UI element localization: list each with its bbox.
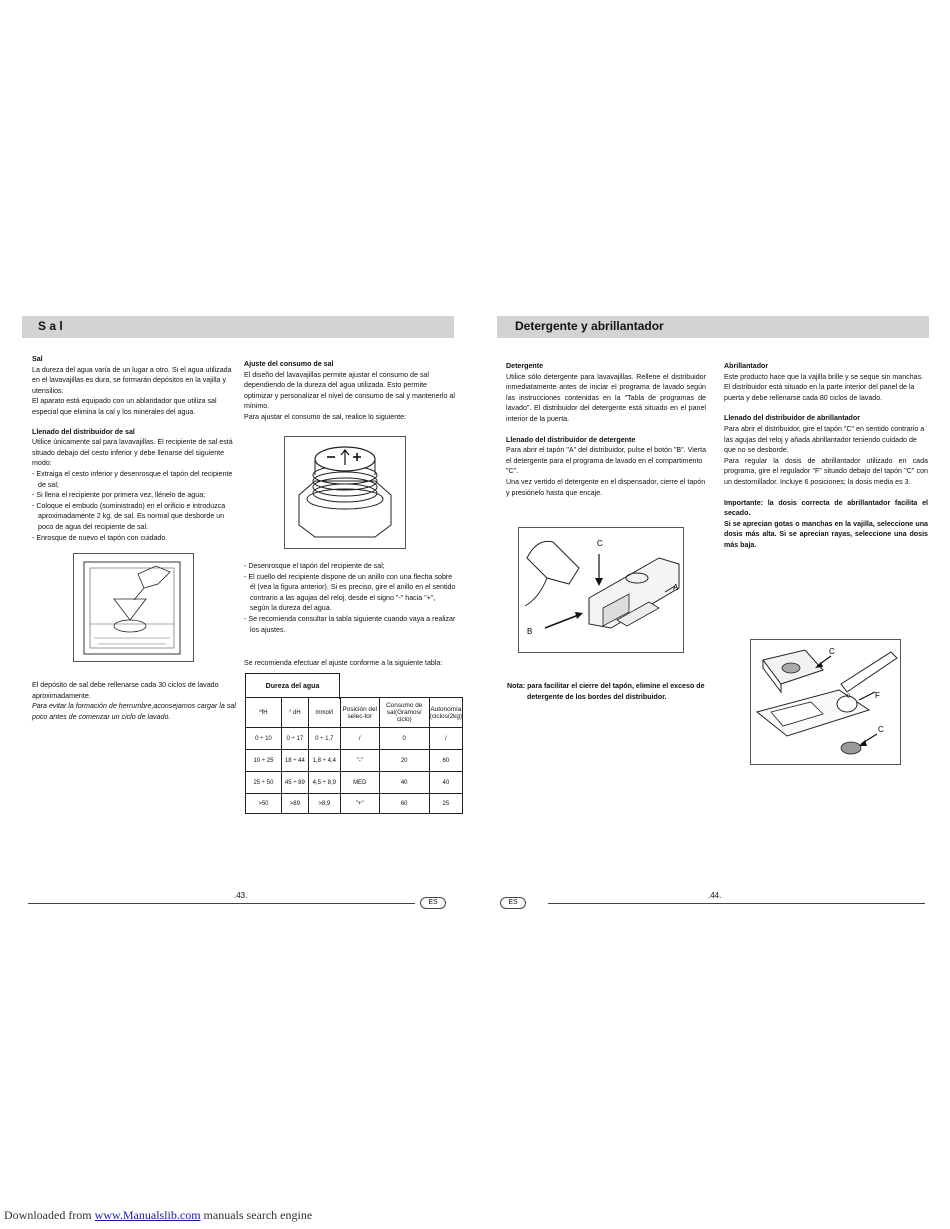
hardness-group-header xyxy=(245,673,340,699)
right-header-title: Detergente y abrillantador xyxy=(515,319,664,333)
llenado-step: - Extraiga el cesto inferior y desenrosque el tapón del recipiente de sal; xyxy=(32,469,233,489)
label-c-bottom: C xyxy=(878,725,884,734)
table-intro: Se recomienda efectuar el ajuste conforme a la siguiente tabla: xyxy=(244,659,443,667)
table-row xyxy=(246,728,463,750)
detergente-text: Utilice sólo detergente para lavavajillas. Rellene el distribuidor inmediatamente antes de iniciar el programa de lavado según las instrucciones contenidas en la "Tabla de programas de lavado". El distribuidor del detergente está situado en el panel interior de la puerta. xyxy=(506,372,706,423)
left-header-title: S a l xyxy=(38,319,63,333)
table-cell: 40 xyxy=(429,772,462,794)
footer-suffix: manuals search engine xyxy=(200,1208,313,1222)
label-zero: 0 xyxy=(847,694,851,700)
left-footer-line xyxy=(28,903,415,904)
llenado-detergente-text-2: Una vez vertido el detergente en el dispensador, cierre el tapón y presiónelo hasta que encaje. xyxy=(506,477,706,497)
table-row xyxy=(246,772,463,794)
manualslib-link[interactable]: www.Manualslib.com xyxy=(94,1208,201,1222)
detergente-title: Detergente xyxy=(506,362,544,370)
table-cell: 60 xyxy=(429,750,462,772)
right-lang-badge: ES xyxy=(500,897,526,909)
table-cell: >8,9 xyxy=(308,794,340,814)
table-header-cell: Autonomía (ciclos/2kg) xyxy=(429,698,462,728)
llenado-abrillantador-text: Para abrir el distribuidor, gire el tapón "C" en sentido contrario a las agujas del reloj y añada abrillantador teniendo cuidado de que no se desborde. xyxy=(724,424,925,455)
abrillantador-text: Este producto hace que la vajilla brille y se seque sin manchas. El distribuidor está situado en la parte interior del panel de la puerta y debe rellenarse cada 80 ciclos de lavado. xyxy=(724,372,924,402)
right-footer-line xyxy=(548,903,925,904)
ajuste-step: - Desenrosque el tapón del recipiente de sal; xyxy=(244,562,385,570)
ajuste-text-2: Para ajustar el consumo de sal, realice lo siguiente: xyxy=(244,412,407,421)
detergent-dispenser-illustration xyxy=(519,528,683,652)
abrillantador-title: Abrillantador xyxy=(724,362,769,370)
ajuste-steps xyxy=(244,561,456,635)
table-cell: 0 xyxy=(379,728,429,750)
rinse-aid-illustration xyxy=(751,640,900,764)
ajuste-title: Ajuste del consumo de sal xyxy=(244,360,334,368)
salt-ring-figure xyxy=(284,436,406,549)
refill-section xyxy=(32,680,238,722)
llenado-text: Utilice únicamente sal para lavavajillas. El recipiente de sal está situado debajo del cesto inferior y debe llenarse del siguiente modo: xyxy=(32,438,233,468)
table-header-cell: mmol/l xyxy=(308,698,340,728)
table-cell: 0 ÷ 1,7 xyxy=(308,728,340,750)
llenado-detergente-text: Para abrir el tapón "A" del distribuidor, pulse el botón "B". Vierta el detergente para el programa de lavado en el compartimento "C". xyxy=(506,446,707,476)
ajuste-text: El diseño del lavavajillas permite ajustar el consumo de sal dependiendo de la dureza del agua utilizada. Esto permite optimizar y personalizar el nivel de consumo de sal y mantenerlo al mínimo. xyxy=(244,370,455,411)
sal-section xyxy=(32,354,238,543)
download-footer xyxy=(4,1208,312,1223)
table-cell: / xyxy=(340,728,379,750)
table-cell: 45 ÷ 89 xyxy=(281,772,308,794)
llenado-title: Llenado del distribuidor de sal xyxy=(32,427,135,436)
table-cell: 25 ÷ 50 xyxy=(246,772,282,794)
refill-text: El depósito de sal debe rellenarse cada 30 ciclos de lavado aproximadamente. xyxy=(32,681,219,700)
ajuste-section xyxy=(244,359,456,423)
table-header-cell: Posición del selec-tor xyxy=(340,698,379,728)
llenado-step: - Si llena el recipiente por primera vez, llénelo de agua; xyxy=(32,491,206,500)
salt-filling-illustration xyxy=(74,554,193,661)
table-cell: >50 xyxy=(246,794,282,814)
sal-text: La dureza del agua varía de un lugar a otro. Si el agua utilizada en el lavavajillas es dura, se formarán depósitos en la vajilla y utensilios. xyxy=(32,365,232,395)
left-lang-badge: ES xyxy=(420,897,446,909)
importante: Importante: la dosis correcta de abrillantador facilita el secado. xyxy=(724,498,928,518)
sal-text-2: El aparato está equipado con un ablandador que utiliza sal especial que elimina la cal y los minerales del agua. xyxy=(32,397,217,416)
label-c-top: C xyxy=(829,647,835,656)
table-cell: 10 ÷ 25 xyxy=(246,750,282,772)
footer-prefix: Downloaded from xyxy=(4,1208,95,1222)
label-a: A xyxy=(673,583,679,592)
left-page-number: .43. xyxy=(234,891,248,900)
table-cell: 4,5 ÷ 8,9 xyxy=(308,772,340,794)
detergente-section xyxy=(506,361,706,498)
table-header-cell: ° dH xyxy=(281,698,308,728)
table-cell: 18 ÷ 44 xyxy=(281,750,308,772)
llenado-abrillantador-title: Llenado del distribuidor de abrillantador xyxy=(724,414,860,423)
table-cell: 0 ÷ 10 xyxy=(246,728,282,750)
label-c: C xyxy=(597,539,603,548)
table-cell: >89 xyxy=(281,794,308,814)
refill-italic: Para evitar la formación de herrumbre,aconsejamos cargar la sal poco antes de comenzar un ciclo de lavado. xyxy=(32,702,236,721)
llenado-abrillantador-text-2: Para regular la dosis de abrillantador utilizado en cada programa, gire el regulador "F" situado debajo del tapón "C" con un destornillador. Incluye 6 posiciones; la dosis media es 3. xyxy=(724,456,928,486)
sal-title: Sal xyxy=(32,355,43,363)
nota: Nota: para facilitar el cierre del tapón, elimine el exceso de detergente de los bordes del distribuidor. xyxy=(507,682,705,701)
table-cell: 25 xyxy=(429,794,462,814)
llenado-step: - Enrosque de nuevo el tapón con cuidado. xyxy=(32,533,168,542)
detergent-dispenser-figure xyxy=(518,527,684,653)
llenado-detergente-title: Llenado del distribuidor de detergente xyxy=(506,435,636,444)
table-cell: "+" xyxy=(340,794,379,814)
table-header-cell: Consumo de sal(Gramos/ ciclo) xyxy=(379,698,429,728)
right-header-bar xyxy=(497,316,929,338)
rinse-aid-figure xyxy=(750,639,901,765)
salt-filling-figure xyxy=(73,553,194,662)
left-header-bar xyxy=(22,316,454,338)
table-cell: 1,8 ÷ 4,4 xyxy=(308,750,340,772)
importante-2: Si se aprecian gotas o manchas en la vajilla, seleccione una dosis más alta. Si se aprecian rayas, seleccione una dosis más baja. xyxy=(724,519,928,549)
table-cell: 40 xyxy=(379,772,429,794)
table-cell: / xyxy=(429,728,462,750)
llenado-step: - Coloque el embudo (suministrado) en el orificio e introduzca aproximadamente 2 kg. de sal. Es normal que desborde un poco de agua del recipiente de sal. xyxy=(32,501,226,531)
table-row xyxy=(246,750,463,772)
label-b: B xyxy=(527,627,533,636)
right-page-number: .44. xyxy=(708,891,722,900)
table-header-row xyxy=(246,698,463,728)
table-cell: 60 xyxy=(379,794,429,814)
table-cell: "-" xyxy=(340,750,379,772)
table-cell: 0 ÷ 17 xyxy=(281,728,308,750)
table-row xyxy=(246,794,463,814)
hardness-table xyxy=(245,697,463,814)
table-cell: MED xyxy=(340,772,379,794)
salt-ring-illustration xyxy=(285,437,405,548)
hardness-group-label: Dureza del agua xyxy=(265,683,320,690)
ajuste-step: - El cuello del recipiente dispone de un anillo con una flecha sobre él (vea la figura anterior). Si es preciso, gire el anillo en el sentido contrario a las agujas del reloj, desde el signo "-" hacia "+", según la dureza del agua. xyxy=(244,572,456,613)
ajuste-step: - Se recomienda consultar la tabla siguiente cuando vaya a realizar los ajustes. xyxy=(244,614,456,634)
table-cell: 20 xyxy=(379,750,429,772)
table-header-cell: ºfH xyxy=(246,698,282,728)
label-f: F xyxy=(875,691,880,700)
abrillantador-section xyxy=(724,361,928,551)
